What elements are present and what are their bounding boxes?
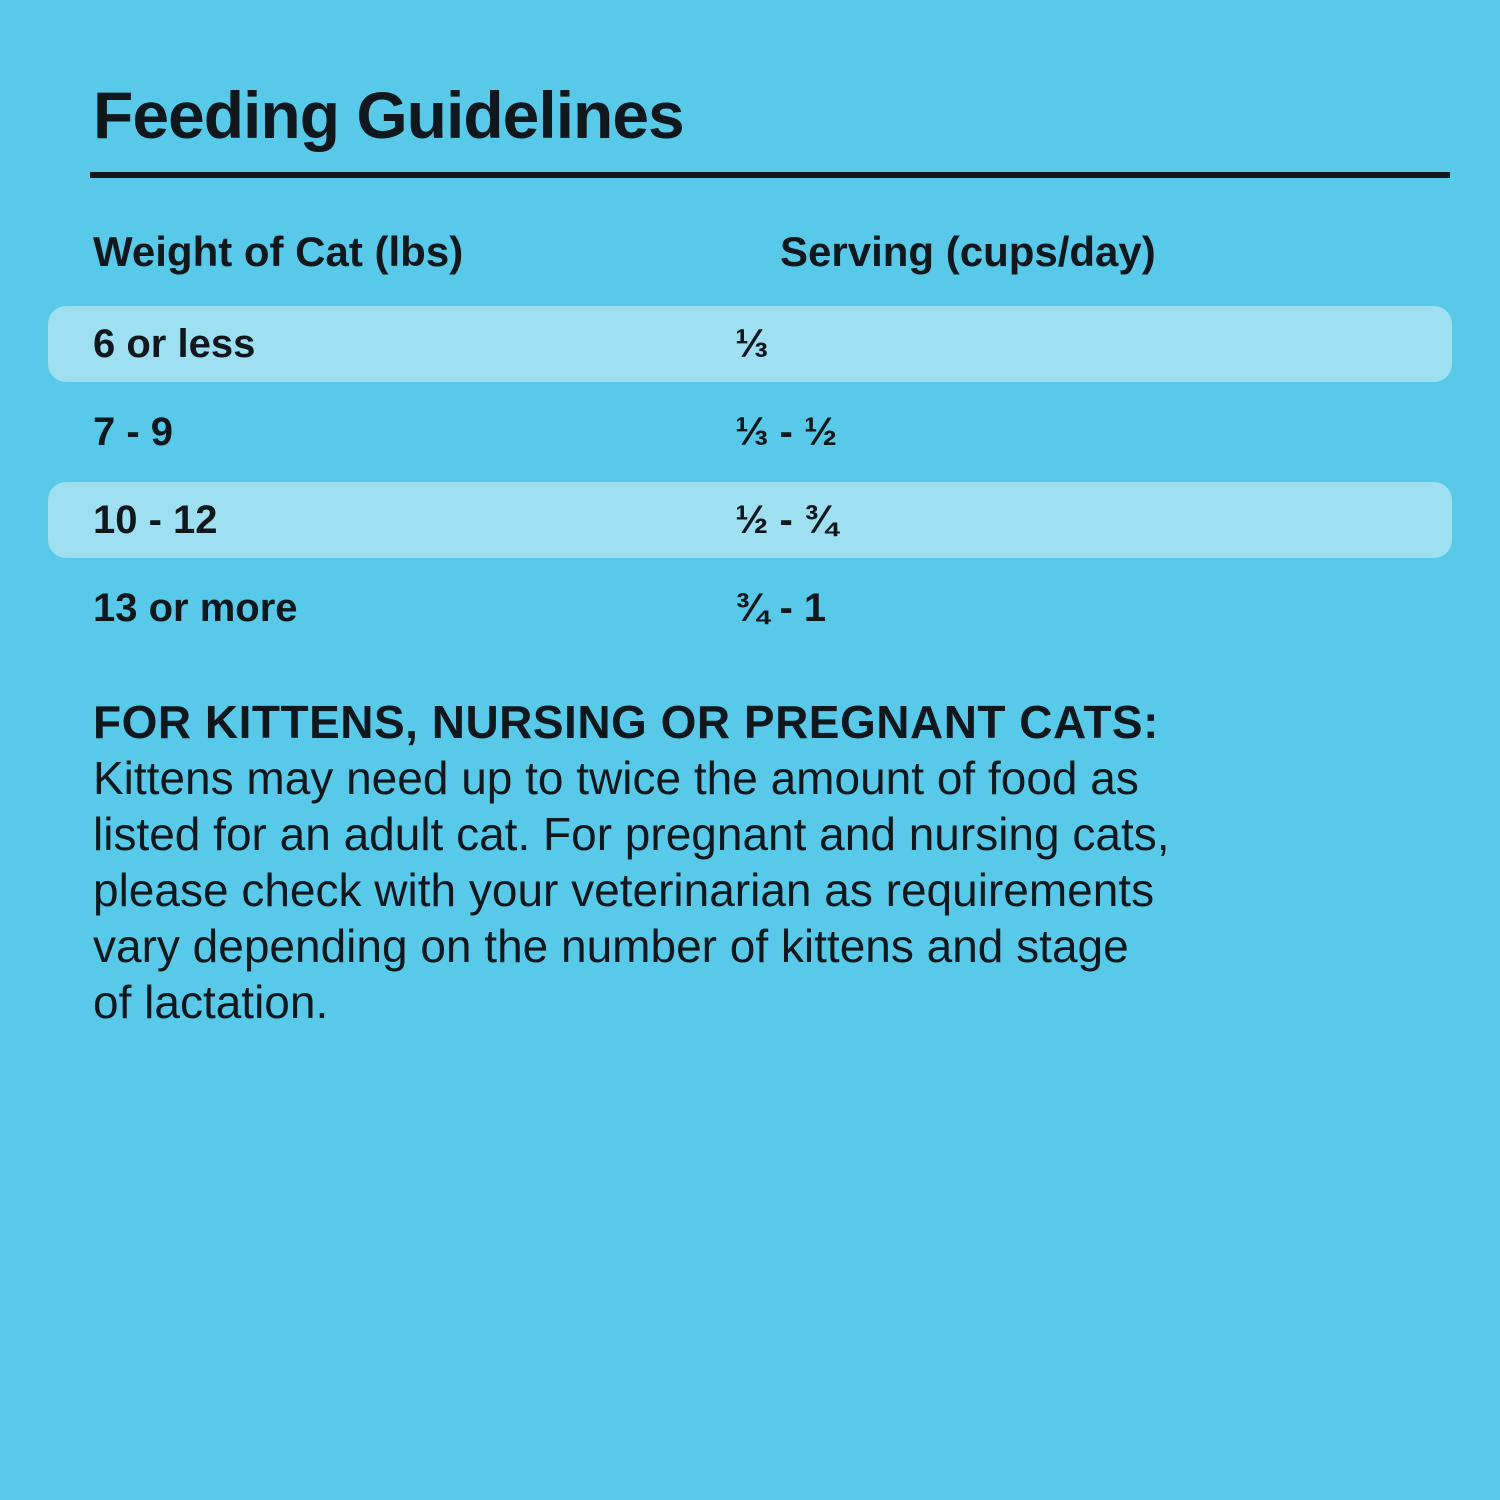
note-line: please check with your veterinarian as requirements xyxy=(93,864,1155,916)
note-line: of lactation. xyxy=(93,976,329,1028)
table-row xyxy=(48,570,1452,646)
note-line: listed for an adult cat. For pregnant and nursing cats, xyxy=(93,808,1170,860)
table-row xyxy=(48,394,1452,470)
weight-cell: 7 - 9 xyxy=(93,409,174,454)
page-title: Feeding Guidelines xyxy=(93,78,684,152)
note-line: vary depending on the number of kittens and stage xyxy=(93,920,1129,972)
weight-cell: 10 - 12 xyxy=(93,497,218,542)
feeding-table xyxy=(0,306,1500,646)
serving-cell: ⅓ xyxy=(735,321,769,366)
note-heading: FOR KITTENS, NURSING OR PREGNANT CATS: xyxy=(93,696,1159,748)
table-row xyxy=(48,482,1452,558)
weight-cell: 6 or less xyxy=(93,321,256,366)
table-row xyxy=(48,306,1452,382)
column-header-weight: Weight of Cat (lbs) xyxy=(93,228,464,275)
weight-cell: 13 or more xyxy=(93,585,298,630)
column-header-serving: Serving (cups/day) xyxy=(780,228,1156,275)
title-underline xyxy=(90,172,1450,178)
serving-cell: ¾ - 1 xyxy=(735,585,827,630)
serving-cell: ⅓ - ½ xyxy=(735,409,838,454)
note-line: Kittens may need up to twice the amount of food as xyxy=(93,752,1139,804)
table-header-row xyxy=(0,228,1500,276)
kittens-note xyxy=(93,694,1410,1030)
serving-cell: ½ - ¾ xyxy=(735,497,838,542)
